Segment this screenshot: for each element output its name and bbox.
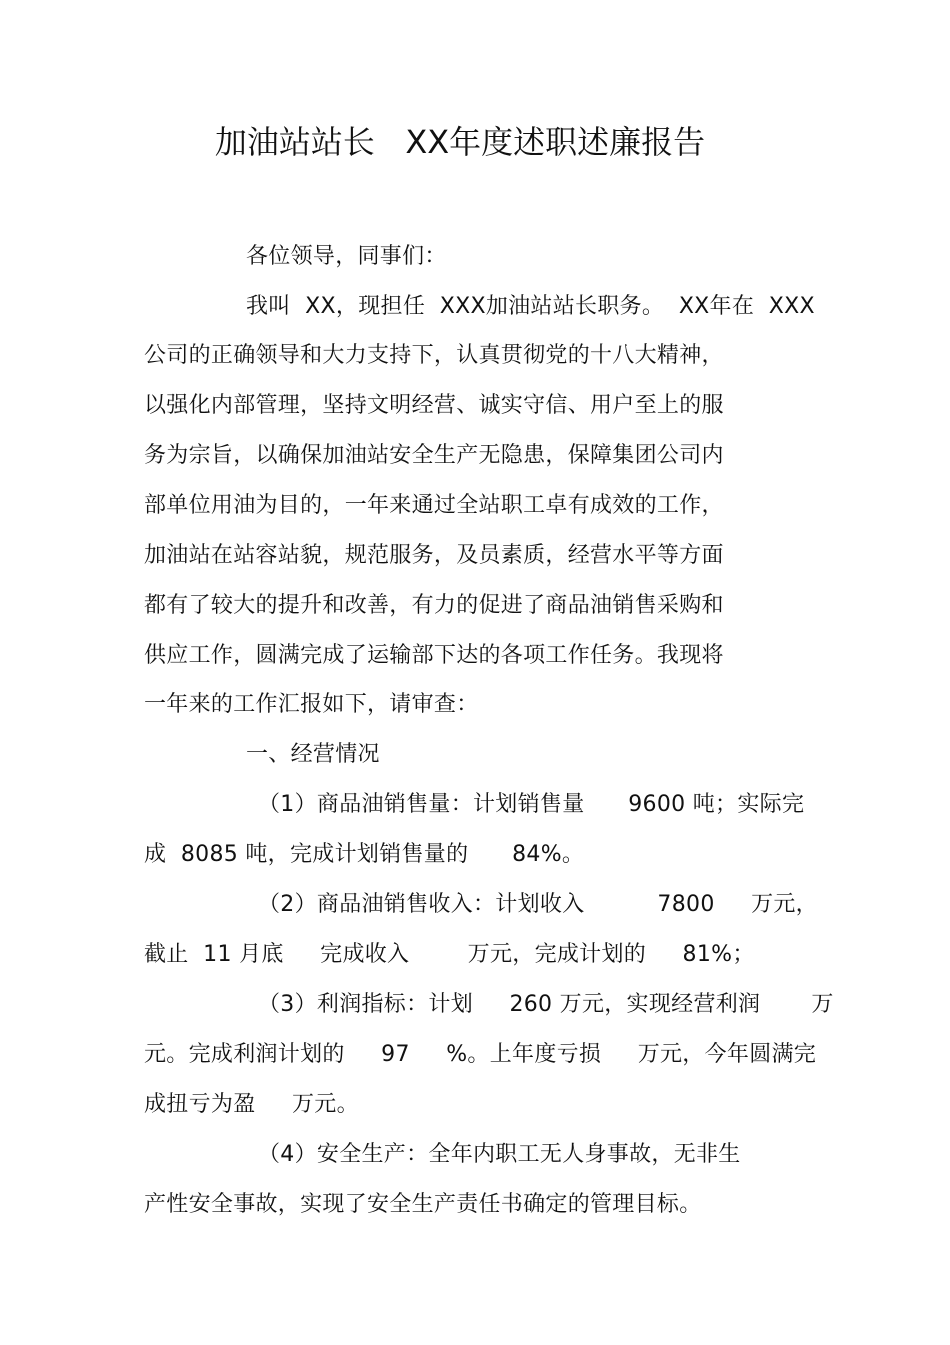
paragraph-line: 务为宗旨，以确保加油站安全生产无隐患，保障集团公司内: [144, 443, 724, 468]
item-line: 成扭亏为盈 万元。: [144, 1092, 359, 1117]
item-line: 产性安全事故，实现了安全生产责任书确定的管理目标。: [144, 1192, 702, 1217]
paragraph-line: 以强化内部管理，坚持文明经营、诚实守信、用户至上的服: [144, 393, 724, 418]
paragraph-line: 都有了较大的提升和改善，有力的促进了商品油销售采购和: [144, 593, 724, 618]
item-line: 截止 11 月底 完成收入 万元，完成计划的 81%；: [144, 942, 755, 967]
salutation-line: 各位领导，同事们：: [246, 244, 447, 269]
document-title: 加油站站长 XX年度述职述廉报告: [214, 123, 706, 161]
item-line: （2）商品油销售收入：计划收入 7800 万元，: [258, 892, 818, 917]
paragraph-line: 供应工作，圆满完成了运输部下达的各项工作任务。我现将: [144, 643, 724, 668]
paragraph-line: 加油站在站容站貌，规范服务，及员素质，经营水平等方面: [144, 543, 724, 568]
item-line: （1）商品油销售量：计划销售量 9600 吨；实际完: [258, 792, 805, 817]
item-line: （4）安全生产：全年内职工无人身事故，无非生: [258, 1142, 741, 1167]
item-line: 元。完成利润计划的 97 %。上年度亏损 万元，今年圆满完: [144, 1042, 817, 1067]
paragraph-line: 部单位用油为目的，一年来通过全站职工卓有成效的工作，: [144, 493, 724, 518]
paragraph-line: 公司的正确领导和大力支持下，认真贯彻党的十八大精神，: [144, 343, 724, 368]
paragraph-line: 一年来的工作汇报如下，请审查：: [144, 692, 479, 717]
item-line: 成 8085 吨，完成计划销售量的 84%。: [144, 842, 585, 867]
paragraph-line: 我叫 XX，现担任 XXX加油站站长职务。 XX年在 XXX: [246, 294, 815, 319]
item-line: （3）利润指标：计划 260 万元，实现经营利润 万: [258, 992, 834, 1017]
section-heading: 一、经营情况: [246, 742, 380, 767]
